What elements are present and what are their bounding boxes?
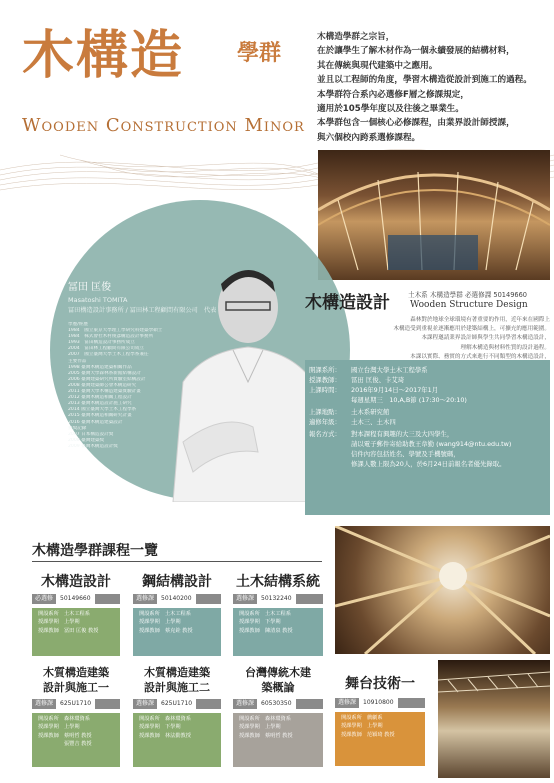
hall-photo-art [318,150,550,280]
card-code: 50149660 [56,594,95,604]
card-title: 木質構造建築設計與施工二 [144,666,210,694]
desc-line: 本課以實際、務實的方式來進行不同類型的木構造設計， [410,353,550,360]
card-line: 授課學期 上學期 [341,723,383,730]
career-item: 1998 臺灣木構造建築相關作品 [68,364,132,370]
info-value: 每週星期三 10,A,B節 (17:30～20:10) [351,396,467,404]
info-key: 適修年級： [309,418,341,426]
card-line: 授課教師 蔡克銓 教授 [139,627,193,634]
card-line: 授課學期 上學期 [239,724,281,731]
info-row [309,418,396,427]
card-code: 625U1710 [157,699,196,709]
career-item: 2004 冨田林工程顧問有限公司成立 [68,346,145,352]
professor-career-list [68,322,203,450]
card-line: 授課教師 陳清泉 教授 [239,627,293,634]
card-line: 授課教師 冨田 匡俊 教授 [38,627,99,634]
card-tag [32,699,120,709]
card-line: 授課學期 下學期 [239,619,281,626]
section-divider [32,561,322,562]
card-line: 開設系所 土木工程系 [38,611,90,617]
card-tag [233,699,323,709]
card-tag [233,594,323,604]
info-row [309,386,438,395]
card-tag-type: 選修課 [236,595,255,602]
intro-line: 適用於105學年度以及往後之畢業生。 [317,104,464,115]
card-line: 開設系所 森林環資系 [38,716,90,722]
info-row [309,430,453,439]
card-details [133,713,221,767]
intro-line: 本學群符合系內必選修F層之修課規定， [317,89,469,100]
card-code: 50132240 [257,594,296,604]
career-item: 學歷/經歷 [68,322,88,327]
course-card-5 [233,665,323,767]
hall-interior-photo [318,150,550,280]
intro-text [317,30,549,145]
card-title: 土木結構系統 [236,574,320,590]
card-title: 木質構造建築設計與施工一 [43,666,109,694]
card-title: 鋼結構設計 [142,574,212,590]
card-line: 授課學期 上學期 [38,724,80,731]
card-details [32,713,120,767]
career-item: 2013 臺灣木構造設計施工研究 [68,401,132,407]
card-details [233,713,323,767]
card-tag [335,698,425,708]
info-row [309,450,460,459]
info-row [309,408,389,417]
info-value: 土木系研究館 [351,408,390,416]
card-title: 木構造設計 [41,574,111,590]
intro-line: 並且以工程師的角度，學習木構造從設計到施工的過程。 [317,75,532,86]
course-card-6 [335,672,425,766]
card-title: 台灣傳統木建築概論 [245,666,311,694]
card-tag-type: 選修課 [236,700,255,707]
roof-structure-photo [335,526,550,654]
course-card-2 [233,572,323,656]
card-tag-type: 選修課 [136,595,155,602]
section-title: 木構造學群課程一覽 [32,543,158,559]
info-key: 報名方式： [309,430,341,438]
roof-photo-art [335,526,550,654]
card-line: 開設系所 土木工程系 [239,611,291,617]
card-code: 10910800 [359,698,398,708]
card-code: 625U1710 [56,699,95,709]
career-item: 1993 冨田構造設計事務所成立 [68,340,135,346]
career-item: 2011 臺灣大學木構造建築實驗計畫 [68,389,141,395]
career-item: 2016 臺灣木構造建築設計 [68,419,123,425]
card-line: 授課教師 蔡明哲 教授 [239,732,293,739]
course-card-4 [133,665,221,767]
card-line: 開設系所 土木工程系 [139,611,191,617]
card-tag [133,699,221,709]
intro-line: 與六個校內跨系選修課程。 [317,132,421,143]
info-value: 對本課程有興趣的大三及大四學生， [351,430,454,438]
card-tag [133,594,221,604]
info-row [309,440,511,449]
desc-line: 本課程邀請業界設計師與學生共同學習木構造設計， [421,335,550,342]
professor-name-en: Masatoshi TOMITA [68,296,128,304]
stage-truss-photo [438,660,550,778]
career-item: 2005 臺灣大學森林系新館結構設計 [68,370,141,376]
card-tag-type: 選修課 [136,700,155,707]
card-details [233,608,323,656]
page-title-en: Wooden Construction Minor [22,115,305,136]
info-value: 修課人數上限為20人，於6月24日前報名者優先錄取。 [351,460,506,468]
card-details [32,608,120,656]
card-line: 授課學期 上學期 [38,619,80,626]
career-item: 主要作品 [68,358,87,364]
info-value: 冨田 匡俊、卡艾琦 [351,376,405,384]
course-card-0 [32,572,120,656]
intro-line: 在於讓學生了解木材作為一個永續發展的結構材料， [317,46,515,57]
card-tag-type: 選修課 [338,699,357,706]
info-value: 土木三、土木四 [351,418,396,426]
card-line: 開設系所 戲劇系 [341,715,383,721]
stage-photo-art [438,660,550,778]
page-title: 木構造 [22,25,185,86]
card-tag-type: 選修課 [35,700,54,707]
intro-line: 木構造學群之宗旨， [317,32,395,42]
card-line: 授課學期 下學期 [139,724,181,731]
career-item: 2014 國立臺灣大學土木工程學系 [68,407,137,413]
info-row [309,366,428,375]
info-value: 信件內容包括姓名、學號及手機號碼， [351,450,460,458]
info-value: 請以電子郵件寄給助教王韋勤 (wang914@ntu.edu.tw) [351,440,512,448]
desc-line: 木構造受到重視並逐漸應用於建築結構上，可擴充的應用範圍。 [393,326,550,333]
card-line: 開設系所 森林環資系 [139,716,191,722]
info-key: 上課時間： [309,386,341,394]
card-line: 開設系所 森林環資系 [239,716,291,722]
professor-name: 冨田 匡俊 [68,282,112,293]
course-title: 木構造設計 [305,293,390,313]
career-item: 1984 株式會社木村俊彥構造設計事務所 [68,334,154,340]
career-item: 獲獎記錄 [68,425,87,431]
info-value: 2016年9月14日～2017年1月 [351,386,439,394]
career-item: 2015 臺灣木構造相關研究計畫 [68,413,132,419]
career-item: 2012 臺灣木構造相關工程設計 [68,395,132,401]
desc-line: 理解木構造與材料性質的設計過程。 [460,344,550,351]
info-key: 開課系所： [309,366,341,374]
card-code: 60530350 [257,699,296,709]
info-value: 國立台灣大學土木工程學系 [351,366,428,374]
professor-organization: 冨田構造設計事務所 / 冨田林工程顧問有限公司 代表 [68,307,217,314]
info-row [309,376,404,385]
card-code: 50140200 [157,594,196,604]
card-line: 授課教師 范穎琦 教授 [341,731,395,738]
card-details [133,608,221,656]
career-item: 1984 國立東京大學理工學研究科建築學碩士 [68,328,163,334]
card-tag [32,594,120,604]
page-title-sub: 學群 [237,40,282,66]
info-row [309,396,467,405]
info-key: 上課地點： [309,408,341,416]
career-item: 2007 國立臺灣大學土木工程學系兼任 [68,352,149,358]
course-card-3 [32,665,120,767]
info-key: 授課教師： [309,376,341,384]
course-meta: 土木系 木構造學群 必選修課 50149660 [408,291,527,299]
card-line: 張豐吉 教授 [38,741,92,748]
card-line: 授課教師 蔡明哲 教授 [38,732,92,739]
card-tag-type: 必選修 [35,595,54,602]
course-info-panel [305,360,550,515]
desc-line: 森林對於地球全球環境有著重要的作用，近年來在國際上 [410,317,550,323]
career-item: 2008 臺灣建築師公會木構造研究 [68,382,137,388]
card-line: 授課學期 上學期 [139,619,181,626]
career-item: 2006 臺灣建築研究所實驗室結構設計 [68,376,146,382]
card-details [335,712,425,766]
career-item: 2007 日本構造設計獎 [68,431,114,437]
career-item: 2009 臺灣木構造設計獎 [68,443,118,449]
career-item: 2008 臺灣建築獎 [68,437,105,443]
course-card-1 [133,572,221,656]
info-row [309,460,506,469]
card-line: 授課教師 林法勤教授 [139,732,191,739]
course-title-en: Wooden Structure Design [410,300,528,310]
card-title: 舞台技術一 [345,676,415,692]
intro-line: 本學群包含一個核心必修課程，由業界設計師授課， [317,118,515,129]
intro-line: 其在傳統與現代建築中之應用。 [317,60,438,71]
